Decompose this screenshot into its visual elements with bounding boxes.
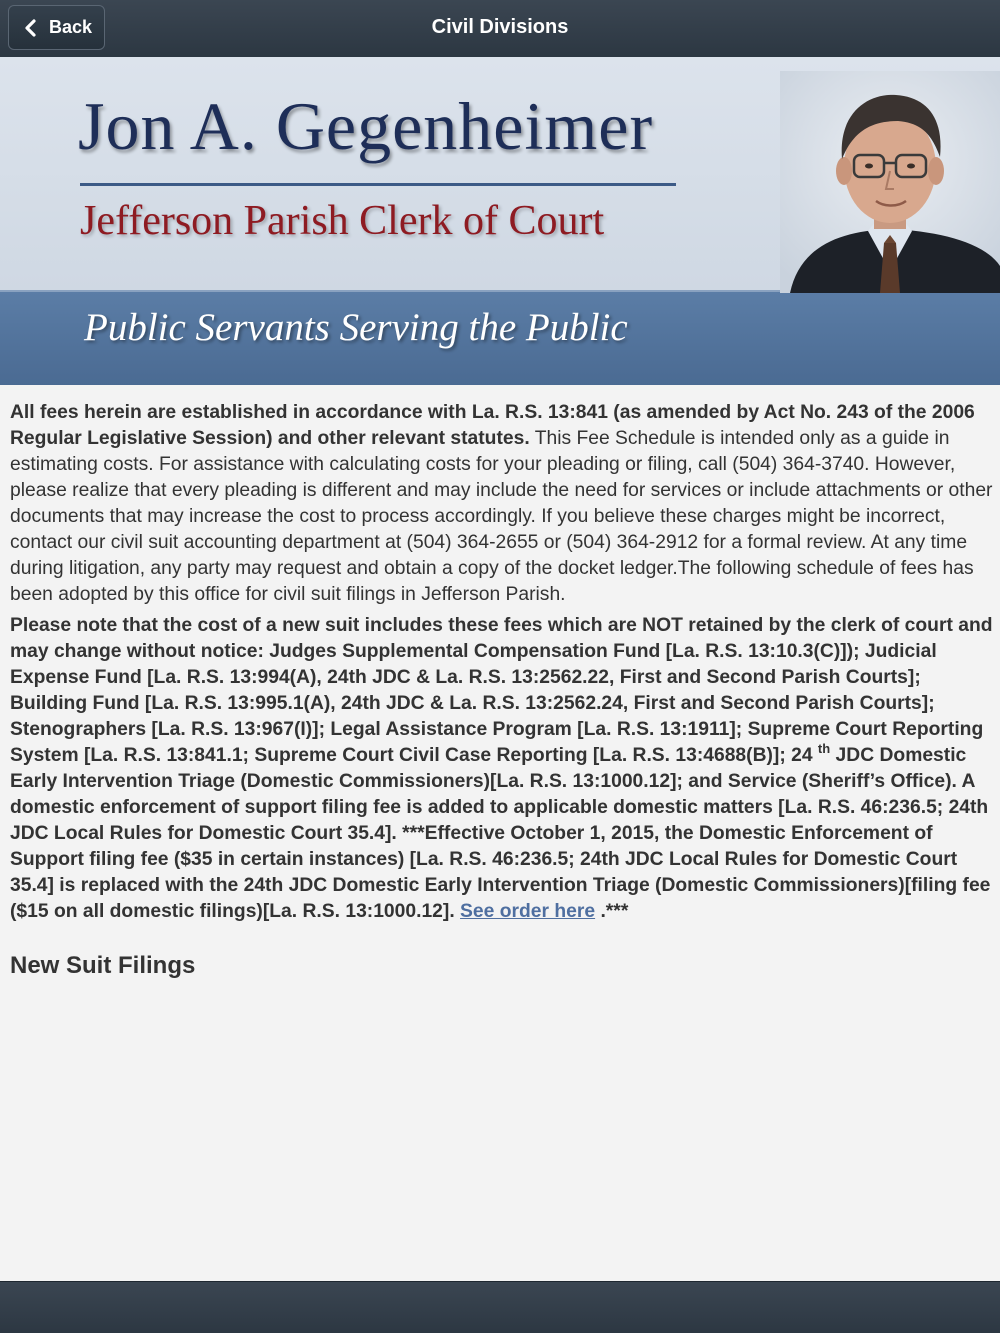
intro-body-text: This Fee Schedule is intended only as a guide in estimating costs. For assistance with calculating costs for your pleading or filing, call (504) 364-3740. However, please realize that every pleading is different and may include the need for services or include attachments or other documents that may increase the cost to process accordingly. If you believe these charges might be incorrect, contact our civil suit accounting department at (504) 364-2655 or (504) 364-2912 for a formal review. At any time during litigation, any party may request and obtain a copy of the docket ledger.The following schedule of fees has been adopted by this office for civil suit filings in Jefferson Parish. [10,428,993,605]
page-title: Civil Divisions [431,16,569,38]
notice-text-part1: Please note that the cost of a new suit includes these fees which are NOT retained by the clerk of court and may change without notice: Judges Supplemental Compensation Fund [La. R.S. 13:10.3(C)]); Judicial Expense Fund [La. R.S. 13:994(A), 24th JDC & La. R.S. 13:2562.22, First and Second Parish Courts]; Building Fund [La. R.S. 13:995.1(A), 24th JDC & La. R.S. 13:2562.24, First and Second Parish Courts]; Stenographers [La. R.S. 13:967(I)]; Legal Assistance Program [La. R.S. 13:1911]; Supreme Court Reporting System [La. R.S. 13:841.1; Supreme Court Civil Case Reporting [La. R.S. 13:4688(B)]; 24 [10,615,993,766]
section-heading-new-suit-filings: New Suit Filings [10,952,196,979]
banner-motto: Public Servants Serving the Public [84,306,628,349]
bottom-toolbar [0,1281,1000,1333]
banner-subtitle: Jefferson Parish Clerk of Court [80,198,605,244]
notice-suffix: .*** [595,901,629,922]
intro-paragraph [10,400,1000,608]
intro-statute-text: All fees herein are established in accordance with La. R.S. 13:841 (as amended by Act No. 243 of the 2006 Regular Legislative Session) and other relevant statutes. [10,402,975,449]
chevron-left-icon [23,19,39,37]
back-button[interactable] [8,5,105,50]
top-navigation-bar [0,0,1000,58]
back-button-label: Back [49,17,93,37]
clerk-portrait [780,71,1000,293]
notice-text-part2: JDC Domestic Early Intervention Triage (Domestic Commissioners)[La. R.S. 13:1000.12]; and Service (Sheriff’s Office). A domestic enforcement of support filing fee is added to applicable domestic matters [La. R.S. 46:236.5; 24th JDC Local Rules for Domestic Court 35.4]. ***Effective October 1, 2015, the Domestic Enforcement of Support filing fee ($35 in certain instances) [La. R.S. 46:236.5; 24th JDC Local Rules for Domestic Court 35.4] is replaced with the 24th JDC Domestic Early Intervention Triage (Domestic Commissioners)[filing fee ($15 on all domestic filings)[La. R.S. 13:1000.12]. [10,745,991,922]
notice-paragraph [10,613,1000,925]
banner-divider [80,183,676,186]
see-order-link[interactable]: See order here [460,901,596,922]
header-banner [0,57,1000,385]
banner-clerk-name: Jon A. Gegenheimer [78,88,654,164]
notice-superscript: th [817,741,831,756]
fee-schedule-content [10,400,1000,979]
